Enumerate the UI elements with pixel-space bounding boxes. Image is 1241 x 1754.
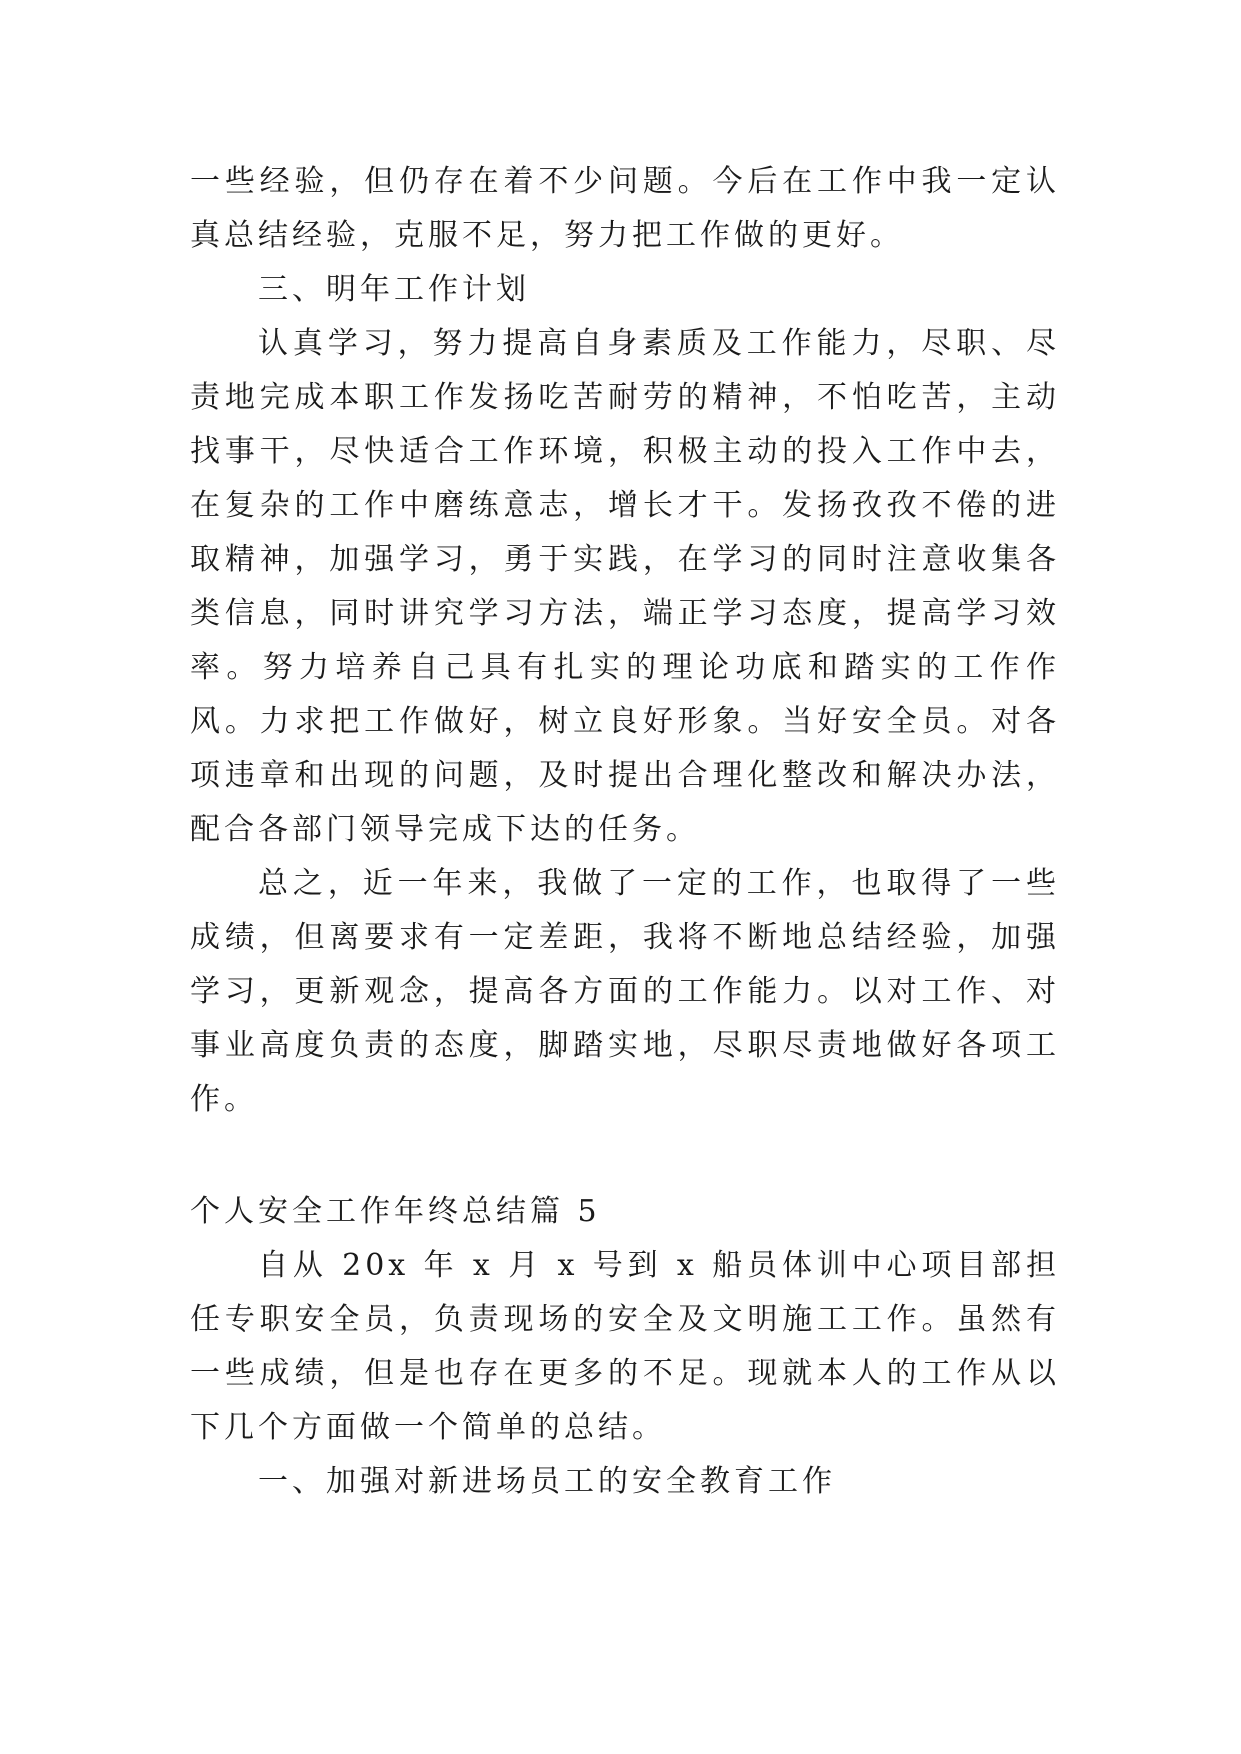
paragraph-conclusion: 总之，近一年来，我做了一定的工作，也取得了一些成绩，但离要求有一定差距，我将不断地总结经验，加强学习，更新观念，提高各方面的工作能力。以对工作、对事业高度负责的态度，脚踏实地，尽职尽责地做好各项工作。: [190, 866, 1060, 1117]
section-heading-plan: 三、明年工作计划: [258, 272, 530, 307]
paragraph-plan-body: 认真学习，努力提高自身素质及工作能力，尽职、尽责地完成本职工作发扬吃苦耐劳的精神，不怕吃苦，主动找事干，尽快适合工作环境，积极主动的投入工作中去，在复杂的工作中磨练意志，增长才干。发扬孜孜不倦的进取精神，加强学习，勇于实践，在学习的同时注意收集各类信息，同时讲究学习方法，端正学习态度，提高学习效率。努力培养自己具有扎实的理论功底和踏实的工作作风。力求把工作做好，树立良好形象。当好安全员。对各项违章和出现的问题，及时提出合理化整改和解决办法，配合各部门领导完成下达的任务。: [190, 326, 1060, 847]
document-body: [190, 155, 1060, 1509]
paragraph-continuation: 一些经验，但仍存在着不少问题。今后在工作中我一定认真总结经验，克服不足，努力把工作做的更好。: [190, 164, 1060, 253]
section-heading-education: 一、加强对新进场员工的安全教育工作: [258, 1464, 836, 1499]
article-title: 个人安全工作年终总结篇 5: [190, 1194, 601, 1229]
paragraph-intro: 自从 20x 年 x 月 x 号到 x 船员体训中心项目部担任专职安全员，负责现场的安全及文明施工工作。虽然有一些成绩，但是也存在更多的不足。现就本人的工作从以下几个方面做一个简单的总结。: [190, 1248, 1060, 1445]
